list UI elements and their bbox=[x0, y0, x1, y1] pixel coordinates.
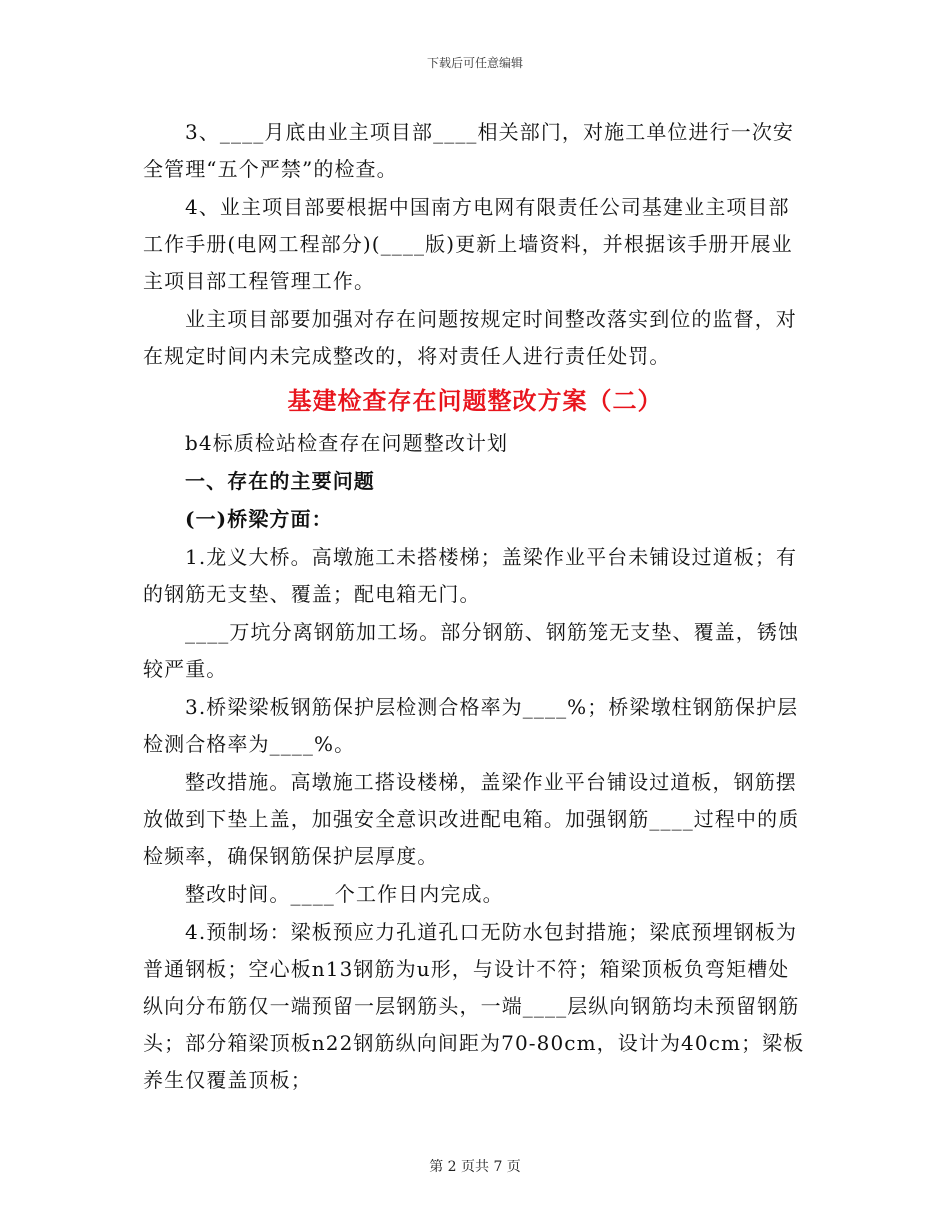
paragraph-wankeng-yard: ____万坑分离钢筋加工场。部分钢筋、钢筋笼无支垫、覆盖，锈蚀较严重。 bbox=[143, 620, 800, 681]
document-subtitle: b4标质检站检查存在问题整改计划 bbox=[185, 431, 509, 455]
document-body bbox=[143, 114, 807, 1100]
page-header-note: 下载后可任意编辑 bbox=[426, 56, 523, 70]
subsection-heading: (一)桥梁方面： bbox=[185, 507, 333, 531]
page-footer-number: 第 2 页共 7 页 bbox=[429, 1159, 521, 1175]
paragraph-supervision: 业主项目部要加强对存在问题按规定时间整改落实到位的监督，对在规定时间内未完成整改的，将对责任人进行责任处罚。 bbox=[143, 307, 797, 368]
paragraph-longyi-bridge: 1.龙义大桥。高墩施工未搭楼梯；盖梁作业平台未铺设过道板；有的钢筋无支垫、覆盖；配电箱无门。 bbox=[143, 545, 798, 606]
paragraph-item-4: 4、业主项目部要根据中国南方电网有限责任公司基建业主项目部工作手册(电网工程部分)(____版)更新上墙资料，并根据该手册开展业主项目部工程管理工作。 bbox=[143, 195, 793, 293]
section-heading: 一、存在的主要问题 bbox=[185, 469, 375, 493]
document-title: 基建检查存在问题整改方案（二） bbox=[287, 386, 663, 415]
paragraph-precast-yard: 4.预制场：梁板预应力孔道孔口无防水包封措施；梁底预埋钢板为普通钢板；空心板n13钢筋为u形，与设计不符；箱梁顶板负弯矩槽处纵向分布筋仅一端预留一层钢筋头，一端____层纵向钢筋均未预留钢筋头；部分箱梁顶板n22钢筋纵向间距为70-80cm，设计为40cm；梁板养生仅覆盖顶板； bbox=[143, 920, 805, 1092]
paragraph-measures: 整改措施。高墩施工搭设楼梯，盖梁作业平台铺设过道板，钢筋摆放做到下垫上盖，加强安全意识改进配电箱。加强钢筋____过程中的质检频率，确保钢筋保护层厚度。 bbox=[143, 770, 800, 868]
paragraph-item-3: 3、____月底由业主项目部____相关部门，对施工单位进行一次安全管理“五个严禁”的检查。 bbox=[143, 120, 795, 181]
paragraph-deadline: 整改时间。____个工作日内完成。 bbox=[185, 882, 504, 906]
paragraph-cover-rate: 3.桥梁梁板钢筋保护层检测合格率为____%；桥梁墩柱钢筋保护层检测合格率为____%。 bbox=[143, 695, 799, 756]
